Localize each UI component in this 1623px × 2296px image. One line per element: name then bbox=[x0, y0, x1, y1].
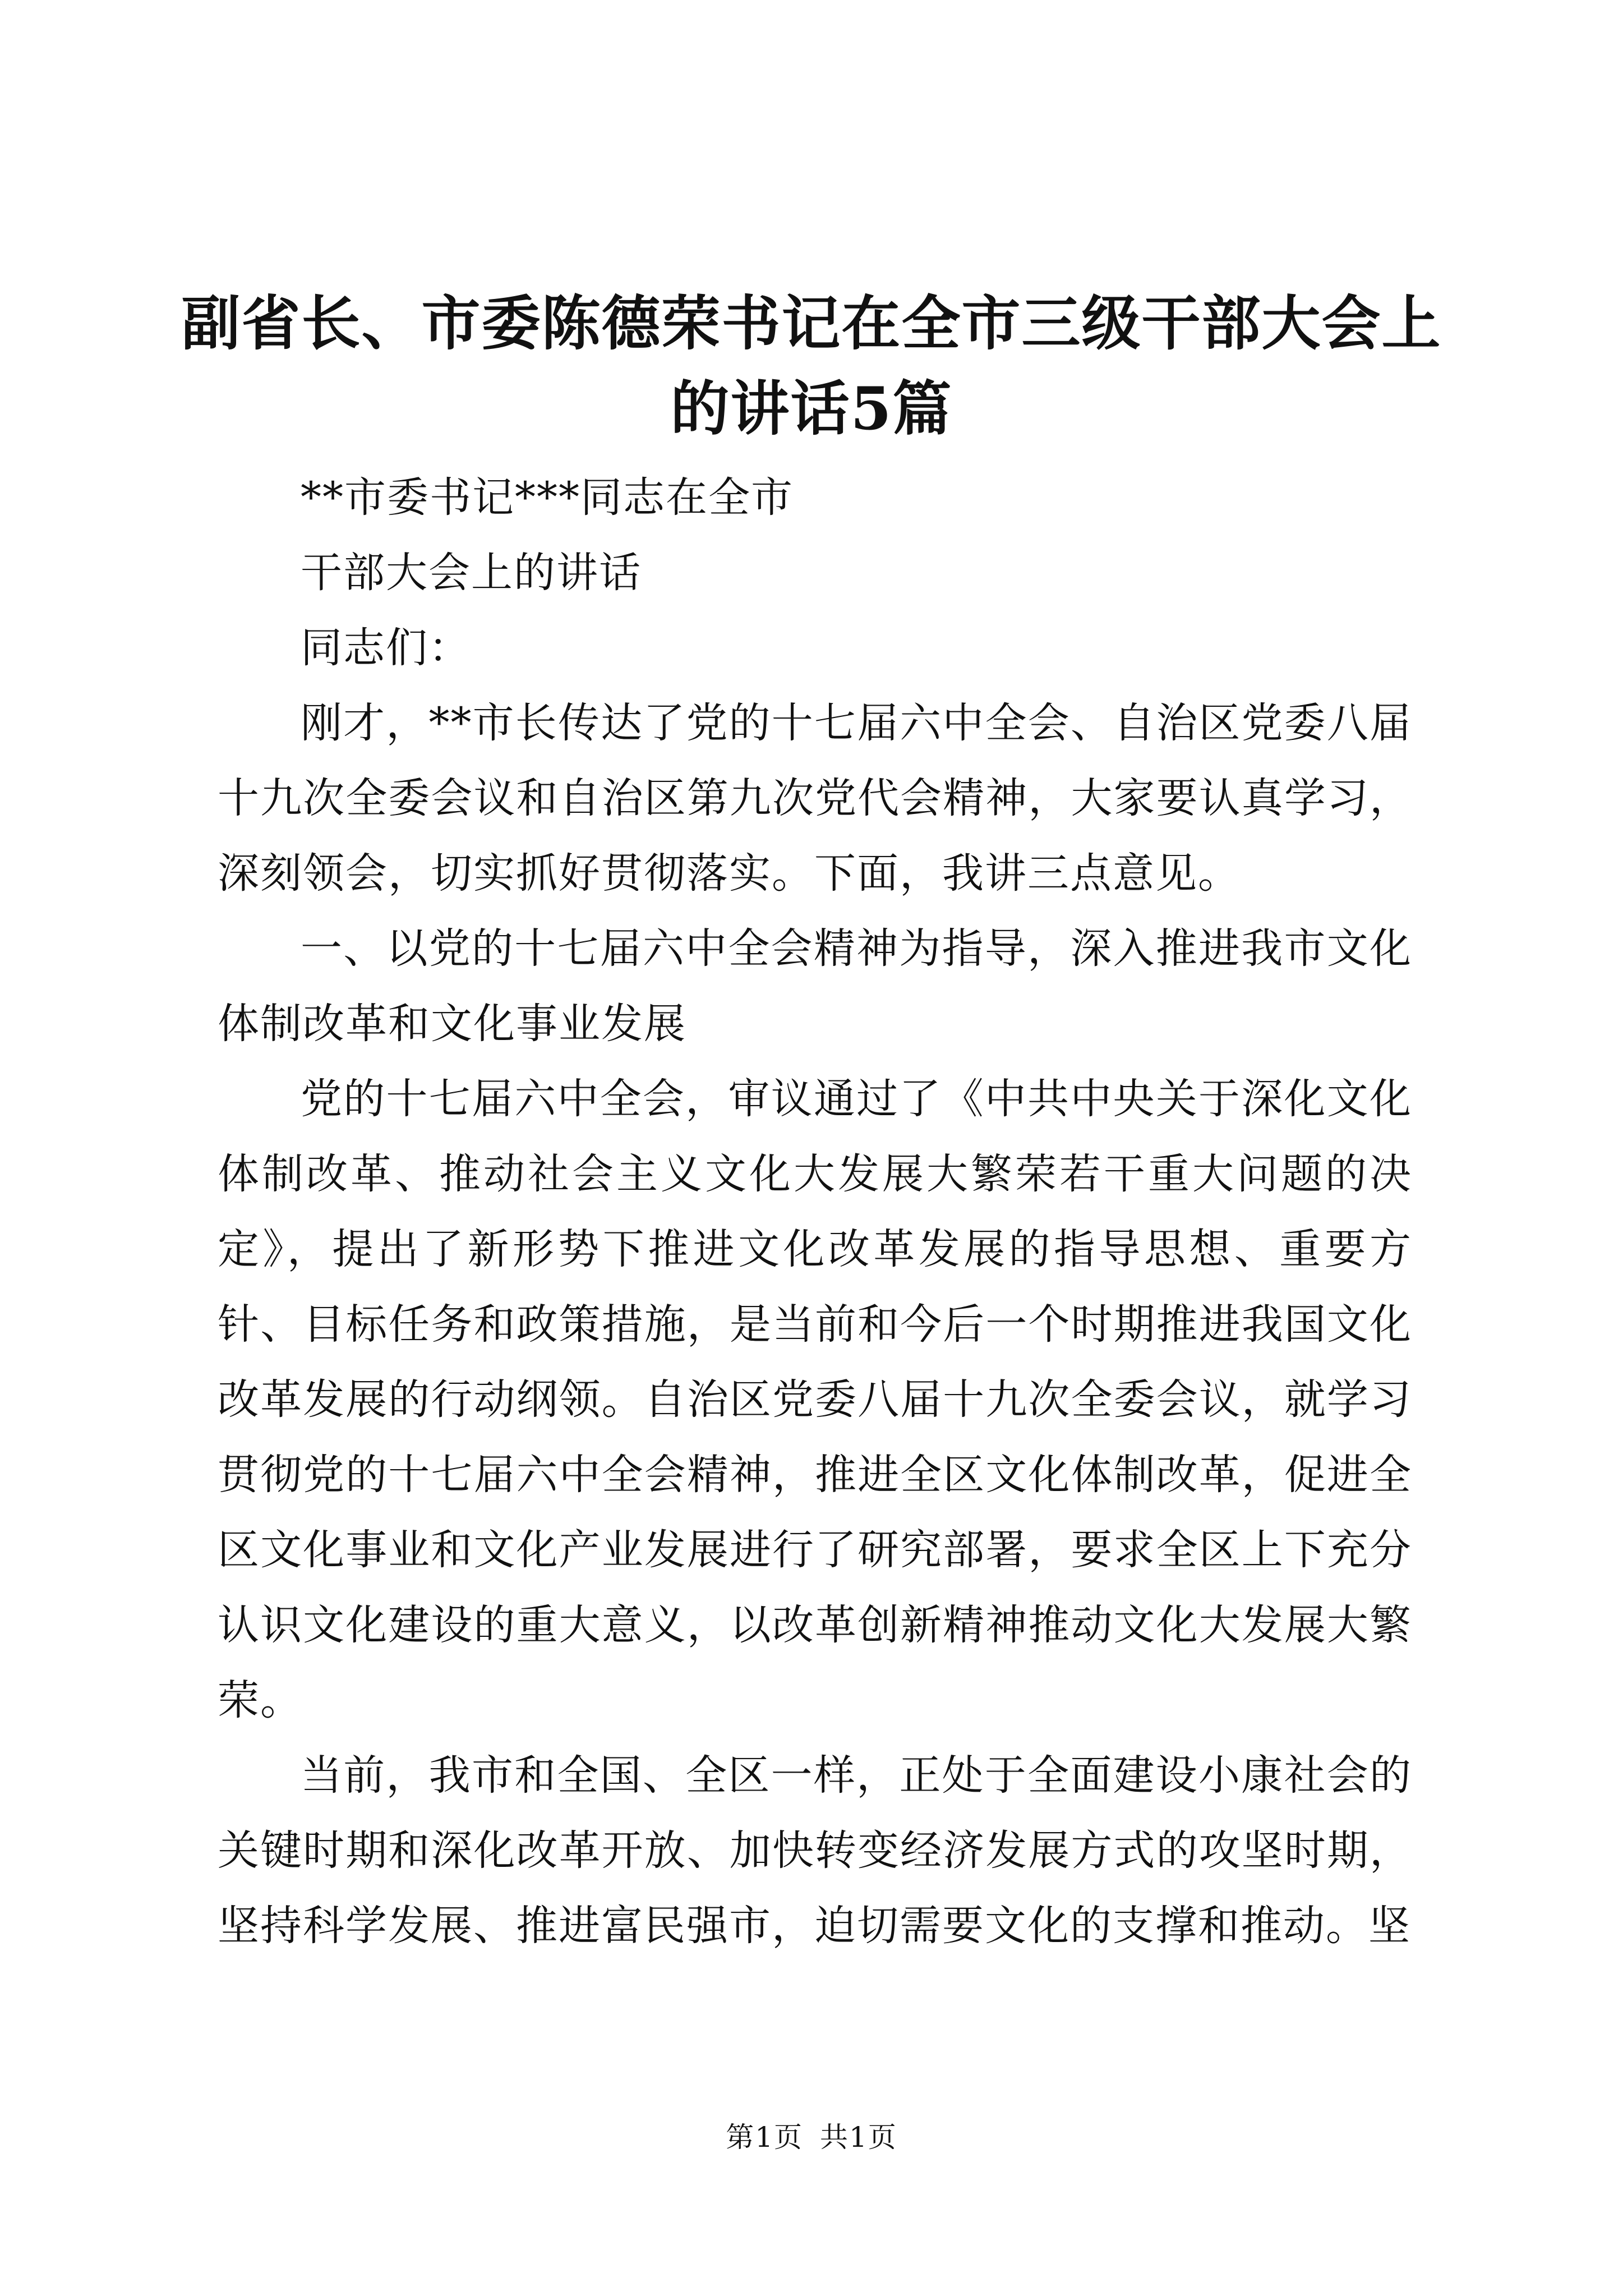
paragraph: 刚才，**市长传达了党的十七届六中全会、自治区党委八届十九次全委会议和自治区第九次党代会精神，大家要认真学习，深刻领会，切实抓好贯彻落实。下面，我讲三点意见。 bbox=[218, 699, 1412, 898]
paragraph: 党的十七届六中全会，审议通过了《中共中央关于深化文化体制改革、推动社会主义文化大发展大繁荣若干重大问题的决定》，提出了新形势下推进文化改革发展的指导思想、重要方针、目标任务和政策措施，是当前和今后一个时期推进我国文化改革发展的行动纲领。自治区党委八届十九次全委会议，就学习贯彻党的十七届六中全会精神，推进全区文化体制改革，促进全区文化事业和文化产业发展进行了研究部署，要求全区上下充分认识文化建设的重大意义，以改革创新精神推动文化大发展大繁荣。 bbox=[218, 1075, 1412, 1724]
paragraph: 干部大会上的讲话 bbox=[301, 549, 642, 597]
page-total: 共1页 bbox=[819, 2121, 897, 2154]
page-number: 第1页 bbox=[726, 2121, 804, 2154]
section-heading: 一、以党的十七届六中全会精神为指导，深入推进我市文化体制改革和文化事业发展 bbox=[218, 924, 1412, 1048]
paragraph: **市委书记***同志在全市 bbox=[301, 473, 794, 522]
page-footer bbox=[0, 2120, 1623, 2154]
document-title: 副省长、市委陈德荣书记在全市三级干部大会上的讲话5篇 bbox=[181, 288, 1442, 443]
paragraph: 同志们： bbox=[301, 624, 471, 672]
document-body bbox=[218, 460, 1412, 1963]
paragraph: 当前，我市和全国、全区一样，正处于全面建设小康社会的关键时期和深化改革开放、加快转变经济发展方式的攻坚时期，坚持科学发展、推进富民强市，迫切需要文化的支撑和推动。坚 bbox=[218, 1751, 1412, 1950]
